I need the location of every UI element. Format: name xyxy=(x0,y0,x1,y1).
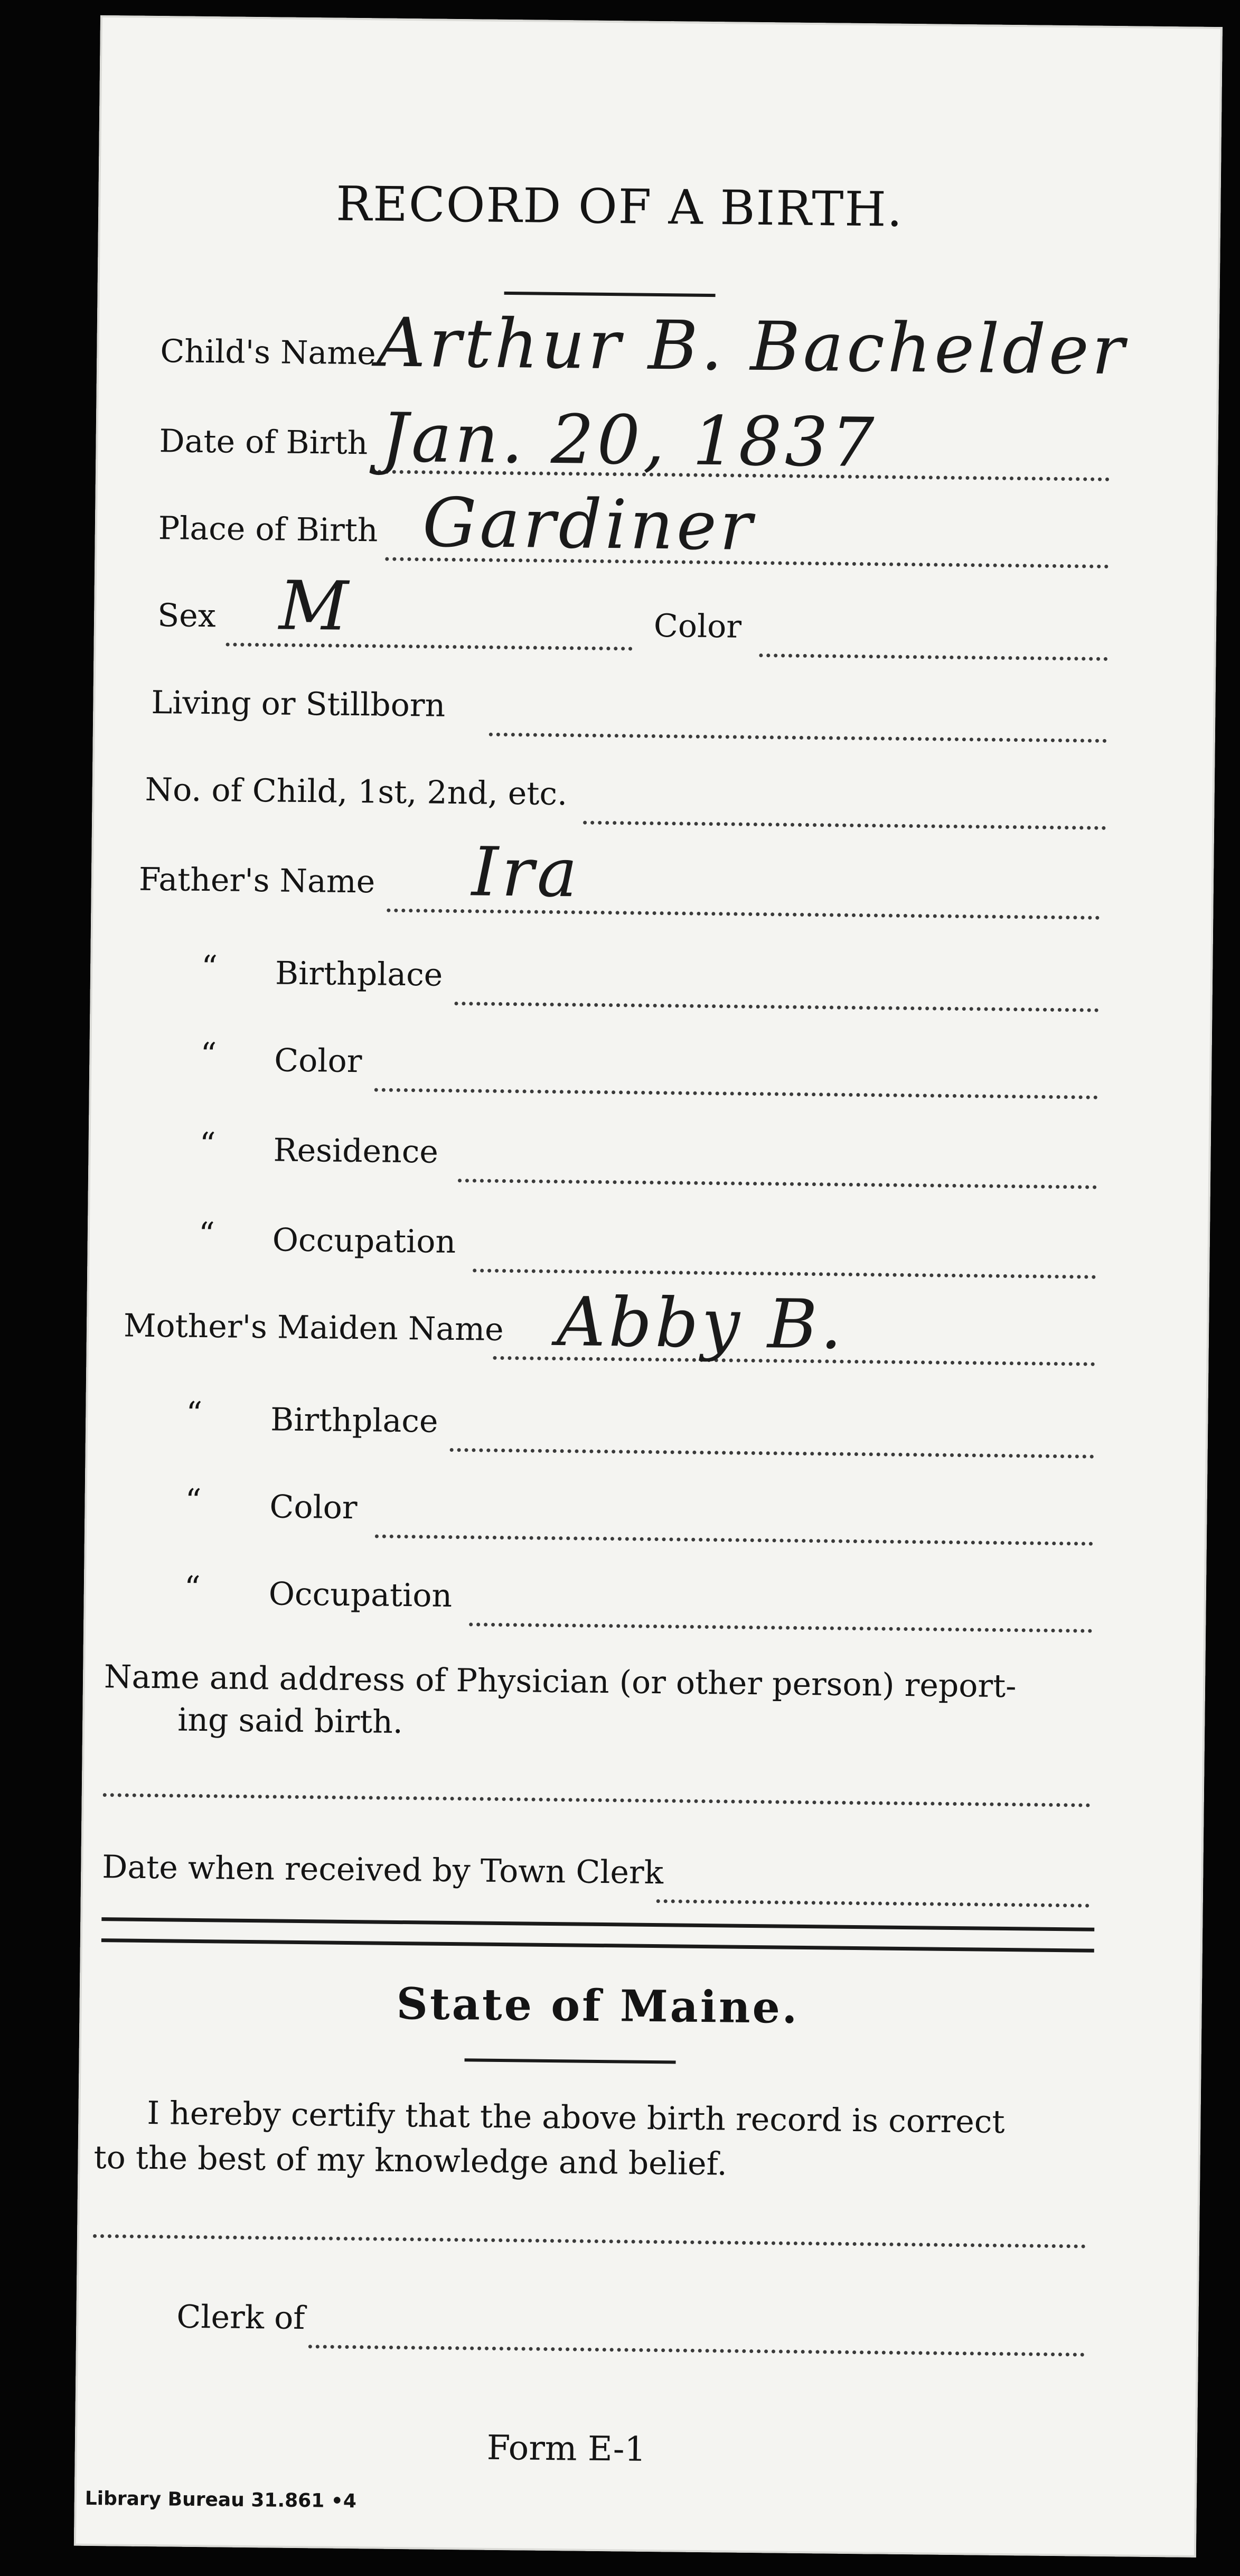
birth-record-card xyxy=(74,15,1223,2558)
physician-label-line1: Name and address of Physician (or other person) report- xyxy=(104,1658,1017,1705)
mother-occupation-ditto: “ xyxy=(184,1569,201,1607)
divider-rule-1 xyxy=(101,1917,1094,1931)
date-of-birth-label: Date of Birth xyxy=(159,423,368,462)
mother-color-line xyxy=(375,1534,1093,1545)
child-number-label: No. of Child, 1st, 2nd, etc. xyxy=(145,771,568,813)
mother-birthplace-ditto: “ xyxy=(185,1395,203,1433)
child-name-value: Arthur B. Bachelder xyxy=(376,303,1128,390)
father-birthplace-label: Birthplace xyxy=(275,955,443,994)
date-of-birth-value: Jan. 20, 1837 xyxy=(380,398,878,483)
father-occupation-line xyxy=(473,1268,1096,1278)
mother-color-ditto: “ xyxy=(185,1482,202,1520)
printer-mark: Library Bureau 31.861 •4 xyxy=(84,2487,357,2513)
form-title: RECORD OF A BIRTH. xyxy=(335,176,904,238)
sex-value: M xyxy=(278,566,352,646)
certification-signature-line xyxy=(93,2234,1086,2248)
father-occupation-label: Occupation xyxy=(272,1221,456,1261)
divider-rule-2 xyxy=(101,1938,1094,1953)
father-residence-line xyxy=(458,1179,1097,1189)
mother-birthplace-line xyxy=(450,1448,1094,1459)
child-name-label: Child's Name xyxy=(160,333,377,372)
form-number: Form E-1 xyxy=(486,2428,646,2469)
mother-occupation-line xyxy=(469,1622,1092,1632)
clerk-of-line xyxy=(308,2345,1085,2356)
state-underline xyxy=(465,2058,676,2064)
state-heading: State of Maine. xyxy=(396,1978,800,2033)
father-color-ditto: “ xyxy=(200,1035,217,1074)
color-label: Color xyxy=(653,607,742,646)
living-or-stillborn-line xyxy=(489,733,1107,743)
father-birthplace-line xyxy=(454,1002,1098,1012)
mother-color-label: Color xyxy=(269,1488,358,1527)
father-name-label: Father's Name xyxy=(138,861,375,901)
father-color-label: Color xyxy=(274,1042,362,1080)
physician-label-line2: ing said birth. xyxy=(177,1701,403,1741)
physician-line xyxy=(103,1793,1091,1807)
father-color-line xyxy=(374,1088,1098,1099)
mother-maiden-name-value: Abby B. xyxy=(556,1283,846,1365)
place-of-birth-value: Gardiner xyxy=(422,483,756,566)
father-name-value: Ira xyxy=(471,833,581,913)
father-residence-ditto: “ xyxy=(199,1125,216,1163)
living-or-stillborn-label: Living or Stillborn xyxy=(151,684,446,724)
date-received-label: Date when received by Town Clerk xyxy=(101,1849,664,1892)
child-number-line xyxy=(583,821,1106,830)
father-residence-label: Residence xyxy=(273,1132,439,1171)
title-underline xyxy=(504,292,716,297)
certification-line1: I hereby certify that the above birth record is correct xyxy=(147,2095,1005,2141)
father-birthplace-ditto: “ xyxy=(201,948,218,986)
mother-occupation-label: Occupation xyxy=(268,1575,453,1615)
certification-line2: to the best of my knowledge and belief. xyxy=(93,2139,728,2183)
date-received-line xyxy=(656,1899,1089,1908)
mother-maiden-name-label: Mother's Maiden Name xyxy=(123,1307,504,1349)
father-occupation-ditto: “ xyxy=(198,1215,215,1253)
place-of-birth-label: Place of Birth xyxy=(158,510,378,549)
clerk-of-label: Clerk of xyxy=(176,2298,305,2337)
color-line xyxy=(759,654,1107,661)
sex-label: Sex xyxy=(157,597,216,635)
mother-birthplace-label: Birthplace xyxy=(270,1401,438,1440)
